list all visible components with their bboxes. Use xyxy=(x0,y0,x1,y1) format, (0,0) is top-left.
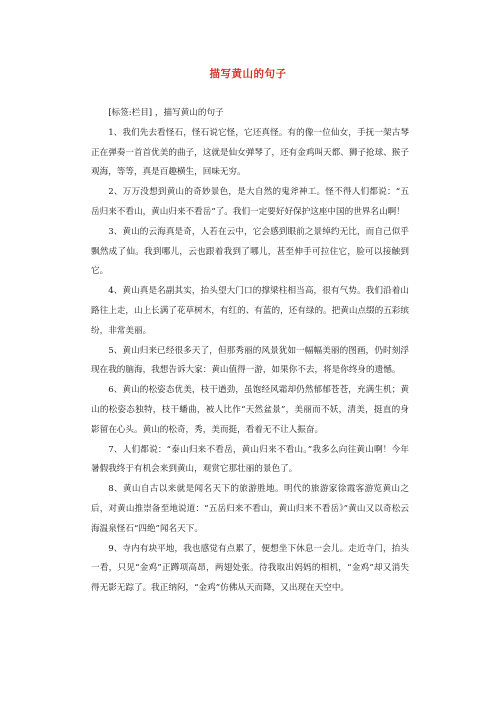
paragraph: 4、黄山真是名副其实，抬头望大门口的撑梁柱相当高，很有气势。我们沿着山路往上走，山上长满了花草树木，有红的、有蓝的，还有绿的。把黄山点缀的五彩缤纷，非常美丽。 xyxy=(91,286,409,336)
paragraph: [标签:栏目] ，描写黄山的句子 xyxy=(108,108,224,118)
document-body xyxy=(91,104,409,599)
paragraph: 3、黄山的云海真是奇，人若在云中，它会感到眼前之景绰约无比，而自己似乎飘然成了仙。我到哪儿，云也跟着我到了哪儿，甚至伸手可拉住它，脸可以接触到它。 xyxy=(91,226,409,277)
paragraph: 2、万万没想到黄山的奇妙景色，是大自然的鬼斧神工。怪不得人们都说：“五岳归来不看山，黄山归来不看岳”了。我们一定要好好保护这座中国的世界名山啊！ xyxy=(91,187,409,217)
document-title: 描写黄山的句子 xyxy=(209,68,287,80)
paragraph: 8、黄山自古以来就是闻名天下的旅游胜地。明代的旅游家徐霞客游览黄山之后，对黄山推崇备至地说道：“五岳归来不看山，黄山归来不看岳》”黄山又以奇松云海温泉怪石“四绝”闻名天下。 xyxy=(91,484,409,534)
paragraph: 9、寺内有块平地，我也感觉有点累了，便想坐下休息一会儿。走近寺门，抬头一看，只见“金鸡”正蹲项高昂，两翅处张。待我取出妈妈的相机，“金鸡”却又消失得无影无踪了。我正纳闷，“金鸡”仿佛从天而降，又出现在天空中。 xyxy=(91,543,409,594)
paragraph: 5、黄山归来已经很多天了，但那秀丽的风景犹如一幅幅美丽的图画，仍时刻浮现在我的脑海，我想告诉大家：黄山值得一游，如果你不去，将是你终身的遗憾。 xyxy=(91,345,409,376)
paragraph: 6、黄山的松姿态优美，枝干遒劲，虽饱经风霜却仍然郁郁苍苍，充满生机；黄山的松姿态独特，枝干蟠曲，被人比作“天然盆景”，美丽而不妖，清美，挺直的身影留在心头。黄山的松奇，秀，美而挺，看着无不让人振奋。 xyxy=(91,385,409,435)
paragraph: 7、人们都说：“泰山归来不看岳，黄山归来不看山。”我多么向往黄山啊！今年暑假我终于有机会来到黄山，观赏它那壮丽的景色了。 xyxy=(91,444,409,475)
paragraph: 1、我们先去看怪石，怪石说它怪，它还真怪。有的像一位仙女，手抚一架古琴正在弹奏一首首优美的曲子，这就是仙女弹琴了，还有金鸡叫天都、狮子抢球、猴子观海，等等，真是百趣横生，回味无穷。 xyxy=(91,127,409,178)
